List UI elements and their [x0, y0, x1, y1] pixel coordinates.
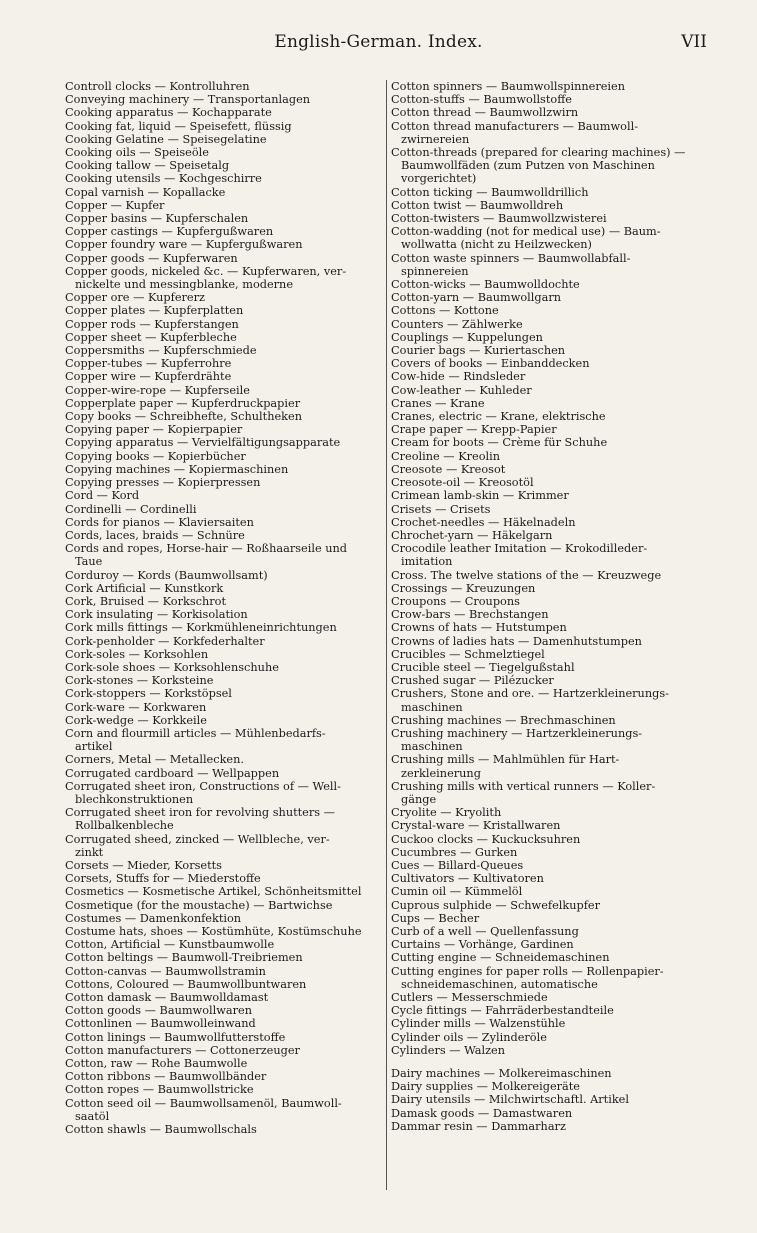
index-entry: gänge: [401, 792, 437, 806]
index-entry: Cottons — Kottone: [391, 304, 499, 318]
index-entry: Cow-leather — Kuhleder: [391, 383, 532, 397]
index-entry: Cryolite — Kryolith: [391, 806, 502, 820]
page-number: VII: [681, 32, 707, 52]
index-entry: Cumin oil — Kümmelöl: [391, 885, 523, 899]
index-entry: Cooking fat, liquid — Speisefett, flüssig: [65, 119, 292, 133]
index-entry: Conveying machinery — Transportanlagen: [65, 93, 311, 107]
index-entry: Dairy supplies — Molkereigeräte: [391, 1080, 580, 1094]
index-entry: Cutting engines for paper rolls — Rollenpapier-: [391, 964, 664, 978]
index-entry: Cork-penholder — Korkfederhalter: [65, 634, 265, 648]
index-entry: Rollbalkenbleche: [75, 819, 174, 833]
index-entry: Damask goods — Damastwaren: [391, 1106, 573, 1120]
index-entry: Cylinder oils — Zylinderöle: [391, 1030, 547, 1044]
index-entry: Baumwollfäden (zum Putzen von Maschinen: [401, 159, 655, 173]
index-entry: Corrugated sheet iron for revolving shutters —: [65, 806, 335, 820]
index-entry: Corn and flourmill articles — Mühlenbedarfs-: [65, 726, 326, 740]
index-entry: Cutlers — Messerschmiede: [391, 991, 548, 1005]
index-entry: Cork Artificial — Kunstkork: [65, 581, 224, 595]
index-entry: Cotton-wadding (not for medical use) — Baum-: [391, 225, 661, 239]
index-entry: Cotton spinners — Baumwollspinnereien: [391, 80, 626, 93]
index-entry: Cylinder mills — Walzenstühle: [391, 1017, 566, 1031]
index-entry: Cross. The twelve stations of the — Kreuzwege: [391, 568, 662, 582]
index-entry: Cotton beltings — Baumwoll-Treibriemen: [65, 951, 303, 965]
index-entry: Cotton, raw — Rohe Baumwolle: [65, 1057, 248, 1071]
index-entry: Copying paper — Kopierpapier: [65, 423, 243, 437]
index-entry: Cream for boots — Crème für Schuhe: [391, 436, 608, 450]
index-entry: Crocodile leather Imitation — Krokodilleder-: [391, 542, 648, 556]
index-entry: Cranes — Krane: [391, 396, 485, 410]
index-entry: Curb of a well — Quellenfassung: [391, 925, 579, 938]
index-entry: Cranes, electric — Krane, elektrische: [391, 410, 606, 424]
index-entry: Cotton thread manufacturers — Baumwoll-: [391, 119, 639, 133]
index-entry: Copper — Kupfer: [65, 198, 165, 212]
index-entry: Cosmetique (for the moustache) — Bartwichse: [65, 898, 333, 912]
index-entry: Copper goods — Kupferwaren: [65, 251, 238, 265]
index-entry: Cups — Becher: [391, 911, 480, 925]
index-entry: Cuckoo clocks — Kuckucksuhren: [391, 832, 581, 846]
index-entry: Crushing mills with vertical runners — Koller-: [391, 779, 656, 793]
index-entry: Crow-bars — Brechstangen: [391, 608, 549, 622]
index-entry: Crowns of hats — Hutstumpen: [391, 621, 567, 635]
index-entry: Crucibles — Schmelztiegel: [391, 647, 545, 661]
index-entry: Copying apparatus — Vervielfältigungsapparate: [65, 436, 341, 450]
index-entry: Cotton-stuffs — Baumwollstoffe: [391, 93, 572, 107]
index-entry: Copper plates — Kupferplatten: [65, 304, 244, 318]
index-entry: Corners, Metal — Metallecken.: [65, 753, 244, 767]
index-entry: maschinen: [401, 740, 463, 754]
index-entry: Cotton-threads (prepared for clearing machines) —: [391, 146, 686, 160]
index-entry: Cotton damask — Baumwolldamast: [65, 991, 269, 1005]
index-entry: Cotton, Artificial — Kunstbaumwolle: [65, 938, 275, 952]
index-entry: Copper goods, nickeled &c. — Kupferwaren, ver-: [65, 264, 347, 278]
index-entry: Cork-stones — Korksteine: [65, 674, 214, 688]
index-entry: Cork-ware — Korkwaren: [65, 700, 207, 714]
index-entry: Cultivators — Kultivatoren: [391, 872, 544, 886]
index-entry: Copper sheet — Kupferbleche: [65, 330, 237, 344]
index-entry: Crisets — Crisets: [391, 502, 491, 516]
index-entry: Crushed sugar — Pilézucker: [391, 674, 554, 688]
index-entry: Corsets — Mieder, Korsetts: [65, 858, 222, 872]
index-entry: Cotton ticking — Baumwolldrillich: [391, 185, 589, 199]
index-entry: Corsets, Stuffs for — Miederstoffe: [65, 872, 261, 886]
index-entry: Cotton-canvas — Baumwollstramin: [65, 964, 266, 978]
index-entry: Costume hats, shoes — Kostümhüte, Kostümschuhe: [65, 925, 362, 938]
index-entry: Cork, Bruised — Korkschrot: [65, 594, 226, 608]
index-entry: Chrochet-yarn — Häkelgarn: [391, 528, 553, 542]
index-entry: Cotton waste spinners — Baumwollabfall-: [391, 251, 631, 265]
index-entry: Cord — Kord: [65, 489, 140, 503]
index-entry: Curtains — Vorhänge, Gardinen: [391, 938, 574, 952]
index-entry: Copying machines — Kopiermaschinen: [65, 462, 289, 476]
index-entry: Cylinders — Walzen: [391, 1043, 506, 1057]
index-entry: Crape paper — Krepp-Papier: [391, 423, 557, 437]
index-entry: Crystal-ware — Kristallwaren: [391, 819, 561, 833]
index-entry: Cooking oils — Speiseöle: [65, 146, 209, 160]
index-entry: Cues — Billard-Queues: [391, 858, 524, 872]
index-entry: Copy books — Schreibhefte, Schultheken: [65, 410, 302, 424]
index-entry: Cucumbres — Gurken: [391, 845, 518, 859]
index-entry: imitation: [401, 555, 453, 569]
index-entry: Counters — Zählwerke: [391, 317, 523, 331]
index-entry: Cuprous sulphide — Schwefelkupfer: [391, 898, 601, 912]
index-entry: Cottons, Coloured — Baumwollbuntwaren: [65, 977, 307, 991]
index-entry: Cooking utensils — Kochgeschirre: [65, 172, 262, 186]
index-entry: Copper-wire-rope — Kupferseile: [65, 383, 250, 397]
index-entry: zinkt: [75, 845, 104, 859]
index-entry: Copper-tubes — Kupferrohre: [65, 357, 232, 371]
index-entry: Courier bags — Kuriertaschen: [391, 344, 566, 358]
index-entry: Crossings — Kreuzungen: [391, 581, 536, 595]
index-entry: Crucible steel — Tiegelgußstahl: [391, 660, 575, 674]
right-index-column: [386, 80, 697, 1190]
index-entry: Copper wire — Kupferdrähte: [65, 370, 232, 384]
index-entry: Cooking tallow — Speisetalg: [65, 159, 230, 173]
index-entry: Covers of books — Einbanddecken: [391, 357, 590, 371]
index-entry: Cotton seed oil — Baumwollsamenöl, Baumwoll-: [65, 1096, 342, 1110]
index-entry: zwirnereien: [401, 132, 470, 146]
index-entry: Cork-sole shoes — Korksohlenschuhe: [65, 660, 279, 674]
index-entry: Cork-stoppers — Korkstöpsel: [65, 687, 232, 701]
index-entry: Cooking apparatus — Kochapparate: [65, 106, 272, 120]
index-entry: Crimean lamb-skin — Krimmer: [391, 489, 569, 503]
index-entry: Dairy utensils — Milchwirtschaftl. Artikel: [391, 1093, 629, 1107]
index-entry: Cow-hide — Rindsleder: [391, 370, 526, 384]
index-entry: Croupons — Croupons: [391, 594, 520, 608]
index-entry: Cork-wedge — Korkkeile: [65, 713, 207, 727]
index-entry: Cotton-wicks — Baumwolldochte: [391, 278, 580, 292]
index-entry: Copying books — Kopierbücher: [65, 449, 246, 463]
page-title: English-German. Index.: [274, 32, 483, 52]
index-entry: Copal varnish — Kopallacke: [65, 185, 226, 199]
index-entry: Cotton linings — Baumwollfutterstoffe: [65, 1030, 286, 1044]
index-entry: Cottonlinen — Baumwolleinwand: [65, 1017, 256, 1031]
index-entry: Cork insulating — Korkisolation: [65, 608, 248, 622]
index-entry: Costumes — Damenkonfektion: [65, 911, 242, 925]
index-entry: Cork mills fittings — Korkmühleneinrichtungen: [65, 621, 337, 635]
index-entry: Coppersmiths — Kupferschmiede: [65, 344, 257, 358]
index-entry: Cork-soles — Korksohlen: [65, 647, 209, 661]
index-entry: Copper rods — Kupferstangen: [65, 317, 239, 331]
index-entry: Cosmetics — Kosmetische Artikel, Schönheitsmittel: [65, 885, 362, 899]
index-entry: Cotton twist — Baumwolldreh: [391, 198, 564, 212]
index-entry: Crushing machines — Brechmaschinen: [391, 713, 616, 727]
index-entry: Cotton goods — Baumwollwaren: [65, 1004, 253, 1018]
index-entry: Controll clocks — Kontrolluhren: [65, 80, 250, 93]
index-entry: Cooking Gelatine — Speisegelatine: [65, 132, 267, 146]
index-entry: Cotton ribbons — Baumwollbänder: [65, 1070, 267, 1084]
index-entry: Corrugated sheed, zincked — Wellbleche, ver-: [65, 832, 330, 846]
index-entry: Cordinelli — Cordinelli: [65, 502, 197, 516]
index-entry: Taue: [75, 555, 103, 569]
index-entry: Dairy machines — Molkereimaschinen: [391, 1067, 612, 1081]
index-entry: Crushers, Stone and ore. — Hartzerkleinerungs-: [391, 687, 669, 701]
index-entry: Cutting engine — Schneidemaschinen: [391, 951, 610, 965]
index-entry: wollwatta (nicht zu Heilzwecken): [401, 238, 592, 252]
index-entry: Copper ore — Kupfererz: [65, 291, 205, 305]
index-entry: Copperplate paper — Kupferdruckpapier: [65, 396, 301, 410]
index-entry: maschinen: [401, 700, 463, 714]
index-entry: schneidemaschinen, automatische: [401, 977, 598, 991]
index-entry: Cords, laces, braids — Schnüre: [65, 528, 245, 542]
index-entry: Copper castings — Kupfergußwaren: [65, 225, 274, 239]
index-entry: artikel: [75, 740, 113, 754]
index-entry: Crochet-needles — Häkelnadeln: [391, 515, 576, 529]
page-header: [0, 28, 757, 54]
index-entry: Crushing mills — Mahlmühlen für Hart-: [391, 753, 620, 767]
index-entry: zerkleinerung: [401, 766, 481, 780]
index-entry: Copper basins — Kupferschalen: [65, 212, 249, 226]
left-index-column: [65, 80, 376, 1190]
index-entry: Cotton-yarn — Baumwollgarn: [391, 291, 562, 305]
index-entry: Creosote-oil — Kreosotöl: [391, 476, 534, 490]
index-entry: Cords and ropes, Horse-hair — Roßhaarseile und: [65, 542, 348, 556]
index-entry: Cotton ropes — Baumwollstricke: [65, 1083, 254, 1097]
index-entry: nickelte und messingblanke, moderne: [75, 278, 294, 292]
index-entry: saatöl: [75, 1109, 110, 1123]
index-entry: Copying presses — Kopierpressen: [65, 476, 261, 490]
index-entry: blechkonstruktionen: [75, 792, 194, 806]
index-entry: vorgerichtet): [401, 172, 477, 186]
index-entry: Crowns of ladies hats — Damenhutstumpen: [391, 634, 642, 648]
index-entry: Cotton shawls — Baumwollschals: [65, 1123, 257, 1137]
index-entry: Dammar resin — Dammarharz: [391, 1119, 566, 1133]
index-entry: Corrugated sheet iron, Constructions of — Well-: [65, 779, 341, 793]
index-entry: Cotton manufacturers — Cottonerzeuger: [65, 1043, 300, 1057]
index-entry: Cotton thread — Baumwollzwirn: [391, 106, 579, 120]
index-entry: spinnereien: [401, 264, 469, 278]
index-entry: Couplings — Kuppelungen: [391, 330, 543, 344]
index-entry: Creoline — Kreolin: [391, 449, 501, 463]
index-entry: Cotton-twisters — Baumwollzwisterei: [391, 212, 607, 226]
index-entry: Creosote — Kreosot: [391, 462, 506, 476]
index-entry: Cords for pianos — Klaviersaiten: [65, 515, 254, 529]
section-gap: [391, 1057, 697, 1067]
index-entry: Copper foundry ware — Kupfergußwaren: [65, 238, 303, 252]
index-entry: Corduroy — Kords (Baumwollsamt): [65, 568, 268, 582]
index-entry: Cycle fittings — Fahrräderbestandteile: [391, 1004, 614, 1018]
index-entry: Crushing machinery — Hartzerkleinerungs-: [391, 726, 643, 740]
index-entry: Corrugated cardboard — Wellpappen: [65, 766, 280, 780]
